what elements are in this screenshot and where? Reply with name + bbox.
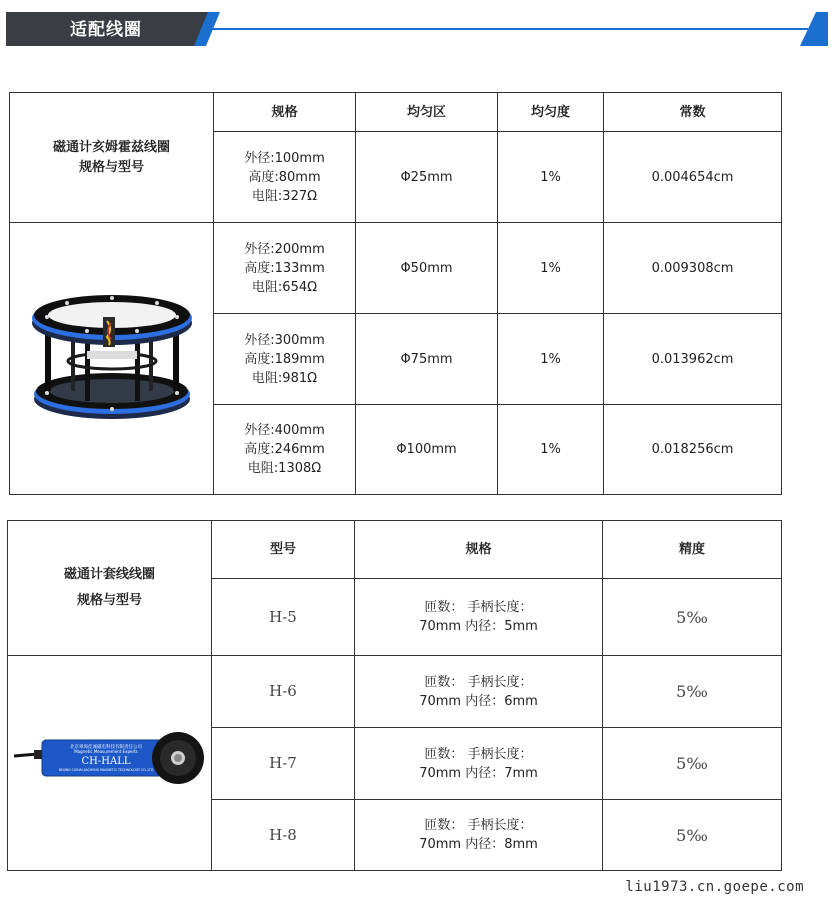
helmholtz-coil-image: [27, 281, 197, 431]
probe-label-line1: 北京翠海佳诚磁电科技有限责任公司: [69, 745, 142, 750]
spec-line: 匝数： 手柄长度：: [424, 600, 533, 615]
precision-cell: 5‰: [603, 800, 782, 871]
table-title-cell: [10, 93, 214, 223]
search-coil-image-cell: [8, 656, 212, 871]
spec-cell: [214, 223, 356, 314]
column-header: 规格: [214, 93, 356, 132]
spec-cell: [355, 728, 603, 800]
constant-cell: 0.004654cm: [604, 132, 782, 223]
uniformity-cell: 1%: [498, 223, 604, 314]
probe-label-line2: Magnetic Measurement Experts: [73, 749, 138, 754]
column-header: 精度: [603, 521, 782, 579]
zone-cell: Φ100mm: [356, 405, 498, 495]
spec-line: 匝数： 手柄长度：: [424, 674, 533, 690]
spec-line: 匝数： 手柄长度：: [424, 746, 533, 762]
search-coil-probe-image: [10, 720, 210, 800]
model-cell: H-8: [212, 800, 355, 871]
constant-cell: 0.009308cm: [604, 223, 782, 314]
precision-cell: 5‰: [603, 579, 782, 656]
table-row: [10, 223, 782, 314]
spec-line: 高度:246mm: [244, 442, 325, 457]
zone-cell: Φ25mm: [356, 132, 498, 223]
precision-cell: 5‰: [603, 728, 782, 800]
spec-line: 高度:80mm: [248, 169, 321, 185]
spec-line: 电阻:327Ω: [251, 188, 318, 204]
probe-brand: CH-HALL: [81, 756, 130, 767]
watermark-url: liu1973.cn.goepe.com: [625, 879, 804, 895]
spec-line: 70mm 内径：5mm: [419, 619, 538, 634]
precision-cell: 5‰: [603, 656, 782, 728]
spec-line: 外径:300mm: [244, 332, 325, 348]
table-title-line2: 规格与型号: [78, 159, 144, 175]
spec-cell: [355, 579, 603, 656]
table-title-line2: 规格与型号: [76, 593, 142, 608]
table-title-line1: 磁通计套线线圈: [63, 567, 155, 582]
helmholtz-coil-image-cell: [10, 223, 214, 495]
spec-cell: [214, 405, 356, 495]
spec-cell: [214, 314, 356, 405]
table-title-line1: 磁通计亥姆霍兹线圈: [52, 139, 170, 155]
uniformity-cell: 1%: [498, 314, 604, 405]
search-coil-table: [7, 520, 782, 871]
uniformity-cell: 1%: [498, 132, 604, 223]
constant-cell: 0.018256cm: [604, 405, 782, 495]
spec-line: 70mm 内径：8mm: [419, 837, 538, 852]
spec-line: 电阻:1308Ω: [247, 461, 322, 476]
spec-cell: [355, 800, 603, 871]
helmholtz-coil-table: [9, 92, 782, 495]
zone-cell: Φ75mm: [356, 314, 498, 405]
spec-line: 电阻:654Ω: [251, 279, 318, 295]
column-header: 型号: [212, 521, 355, 579]
constant-cell: 0.013962cm: [604, 314, 782, 405]
spec-line: 外径:100mm: [244, 150, 325, 166]
spec-line: 70mm 内径：6mm: [419, 693, 538, 709]
table-row: [8, 656, 782, 728]
spec-cell: [214, 132, 356, 223]
probe-label-line3: BEIJING CUIHAI JIACHENG MAGNETIC TECHNOLOGY CO.,LTD: [58, 768, 153, 772]
spec-line: 匝数： 手柄长度：: [424, 818, 533, 833]
model-cell: H-5: [212, 579, 355, 656]
model-cell: H-7: [212, 728, 355, 800]
spec-line: 外径:400mm: [244, 423, 325, 438]
table-title-cell: [8, 521, 212, 656]
section-title: 适配线圈: [70, 20, 142, 40]
uniformity-cell: 1%: [498, 405, 604, 495]
zone-cell: Φ50mm: [356, 223, 498, 314]
spec-line: 70mm 内径：7mm: [419, 765, 538, 781]
spec-line: 高度:133mm: [244, 260, 325, 276]
model-cell: H-6: [212, 656, 355, 728]
column-header: 规格: [355, 521, 603, 579]
section-banner: [0, 0, 834, 50]
column-header: 均匀度: [498, 93, 604, 132]
column-header: 均匀区: [356, 93, 498, 132]
column-header: 常数: [604, 93, 782, 132]
spec-line: 外径:200mm: [244, 241, 325, 257]
spec-line: 高度:189mm: [244, 351, 325, 367]
spec-line: 电阻:981Ω: [251, 370, 318, 386]
spec-cell: [355, 656, 603, 728]
